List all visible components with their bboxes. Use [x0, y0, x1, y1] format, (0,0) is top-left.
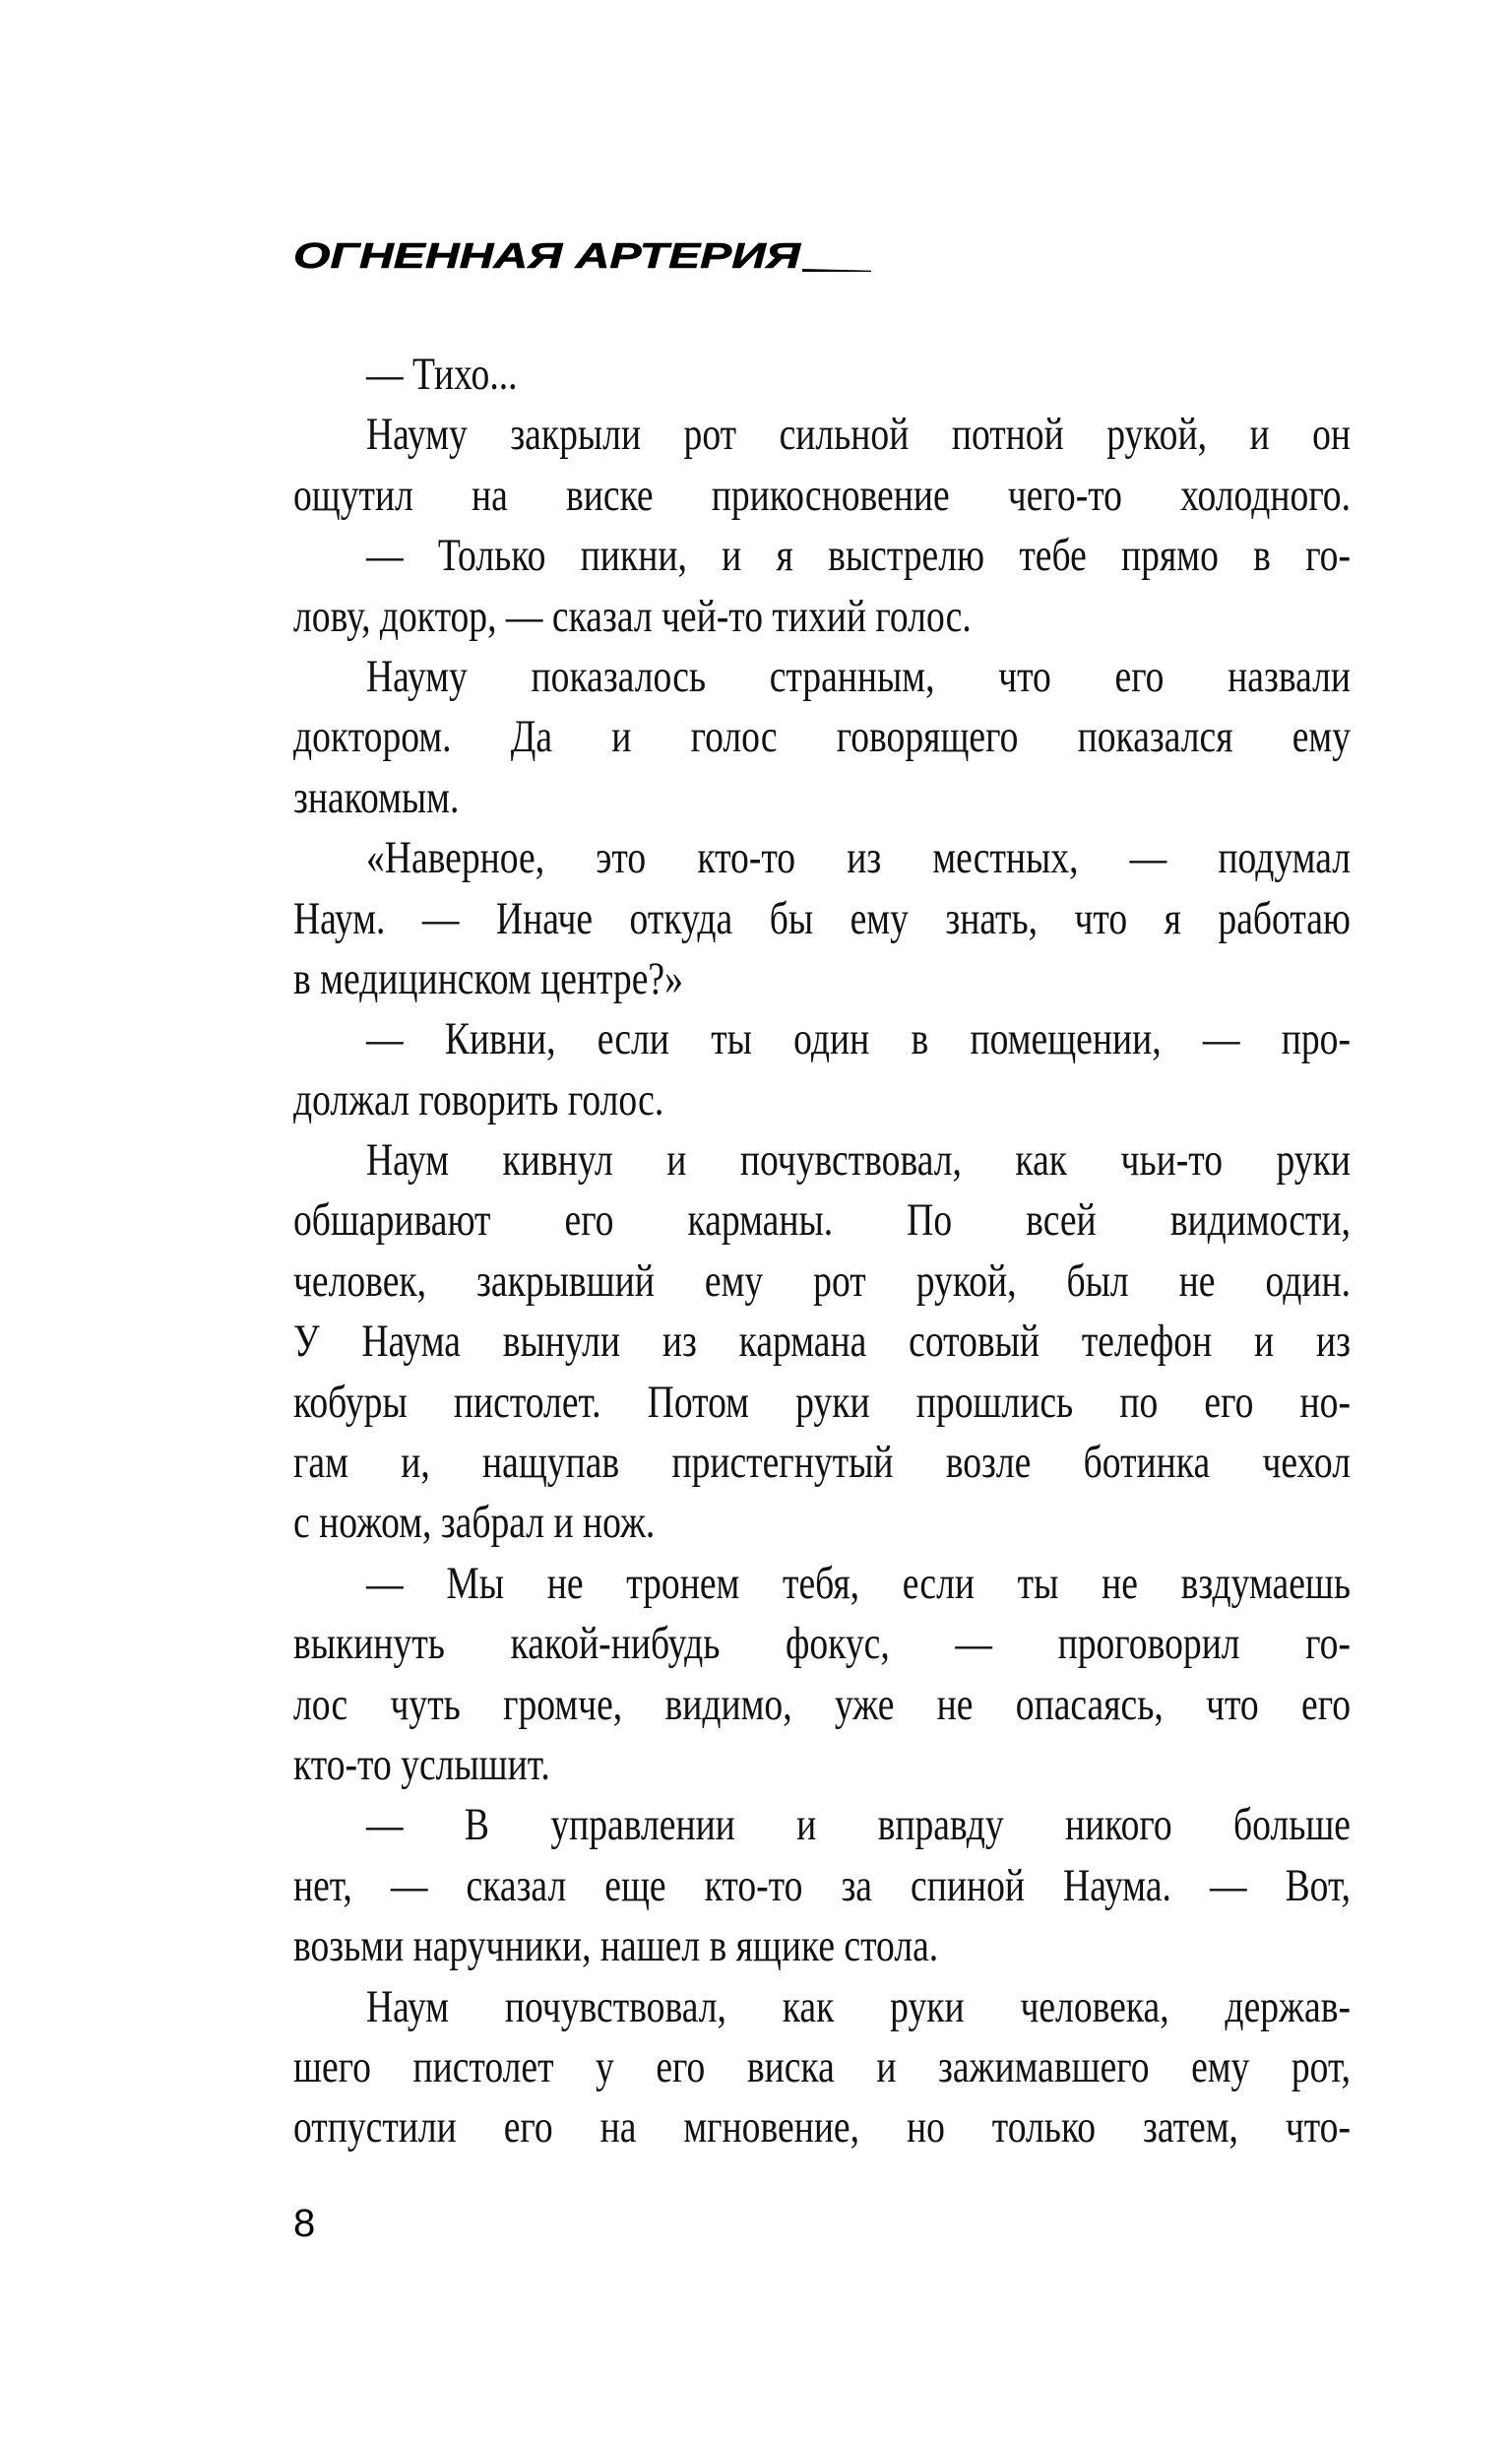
text-line: [293, 1373, 1351, 1433]
text-line-content: отпустили его на мгновение, но только затем, что-: [293, 2101, 1351, 2154]
text-line: [293, 1433, 1351, 1493]
text-line-content: Науму закрыли рот сильной потной рукой, и он: [366, 409, 1351, 461]
text-line-content: человек, закрывший ему рот рукой, был не один.: [293, 1254, 1351, 1307]
text-line: [293, 1554, 1351, 1614]
text-line: [293, 647, 1351, 707]
text-line-content: гам и, нащупав пристегнутый возле ботинка чехол: [293, 1437, 1351, 1489]
text-line-content: ощутил на виске прикосновение чего-то холодного.: [293, 469, 1351, 521]
text-line-content: Наум почувствовал, как руки человека, держав-: [366, 1980, 1351, 2032]
text-line: [293, 466, 1351, 526]
text-line: [293, 587, 1351, 647]
text-line-content: — Тихо...: [366, 349, 518, 400]
text-line-content: лос чуть громче, видимо, уже не опасаясь, что его: [293, 1678, 1351, 1730]
text-line-content: — В управлении и вправду никого больше: [366, 1799, 1351, 1851]
text-line: [293, 1856, 1351, 1916]
text-line: [293, 345, 1351, 405]
text-line-content: выкинуть какой-нибудь фокус, — проговорил го-: [293, 1618, 1351, 1670]
text-line-content: Наум кивнул и почувствовал, как чьи-то руки: [366, 1134, 1351, 1187]
text-line: [293, 1675, 1351, 1735]
text-line-content: — Кивни, если ты один в помещении, — про-: [366, 1013, 1351, 1065]
text-line: [293, 405, 1351, 465]
book-title: ОГНЕННАЯ АРТЕРИЯ: [293, 235, 800, 276]
text-line: [293, 768, 1351, 828]
text-line-content: Наум. — Иначе откуда бы ему знать, что я работаю: [293, 892, 1351, 944]
text-line: [293, 889, 1351, 949]
text-line-content: кто-то услышит.: [293, 1738, 550, 1790]
text-line: [293, 707, 1351, 767]
running-head: [293, 225, 871, 274]
text-line-content: кобуры пистолет. Потом руки прошлись по его но-: [293, 1376, 1351, 1428]
text-line: [293, 949, 1351, 1009]
text-line-content: возьми наручники, нашел в ящике стола.: [293, 1920, 939, 1972]
text-line: [293, 1070, 1351, 1130]
text-line: [293, 2097, 1351, 2157]
text-line: [293, 1252, 1351, 1312]
text-line: [293, 1009, 1351, 1069]
text-line: [293, 1795, 1351, 1855]
text-line: [293, 1614, 1351, 1674]
text-line-content: — Только пикни, и я выстрелю тебе прямо в го-: [366, 530, 1351, 582]
text-line-content: знакомым.: [293, 771, 460, 823]
text-line: [293, 1493, 1351, 1553]
text-line-content: доктором. Да и голос говорящего показался ему: [293, 711, 1351, 763]
text-line: [293, 1312, 1351, 1372]
body-text: [293, 345, 1351, 2158]
text-line: [293, 1977, 1351, 2037]
text-line: [293, 1916, 1351, 1976]
text-line-content: У Наума вынули из кармана сотовый телефон и из: [293, 1316, 1351, 1368]
text-line: [293, 1190, 1351, 1251]
text-line-content: должал говорить голос.: [293, 1073, 664, 1125]
text-line-content: — Мы не тронем тебя, если ты не вздумаешь: [366, 1557, 1351, 1609]
text-line: [293, 2037, 1351, 2097]
text-line: [293, 526, 1351, 586]
text-line-content: «Наверное, это кто-то из местных, — подумал: [366, 832, 1351, 884]
text-line-content: в медицинском центре?»: [293, 952, 683, 1004]
text-line-content: с ножом, забрал и нож.: [293, 1497, 656, 1549]
text-line-content: шего пистолет у его виска и зажимавшего ему рот,: [293, 2040, 1351, 2092]
text-line: [293, 1735, 1351, 1795]
text-line: [293, 1130, 1351, 1190]
running-head-rule: [802, 269, 871, 272]
text-line-content: обшаривают его карманы. По всей видимости,: [293, 1194, 1351, 1247]
text-line: [293, 828, 1351, 888]
text-line-content: нет, — сказал еще кто-то за спиной Наума. — Вот,: [293, 1859, 1351, 1911]
text-line-content: лову, доктор, — сказал чей-то тихий голос.: [293, 590, 972, 642]
page-number: 8: [293, 2202, 316, 2245]
text-line-content: Науму показалось странным, что его назвали: [366, 650, 1351, 702]
